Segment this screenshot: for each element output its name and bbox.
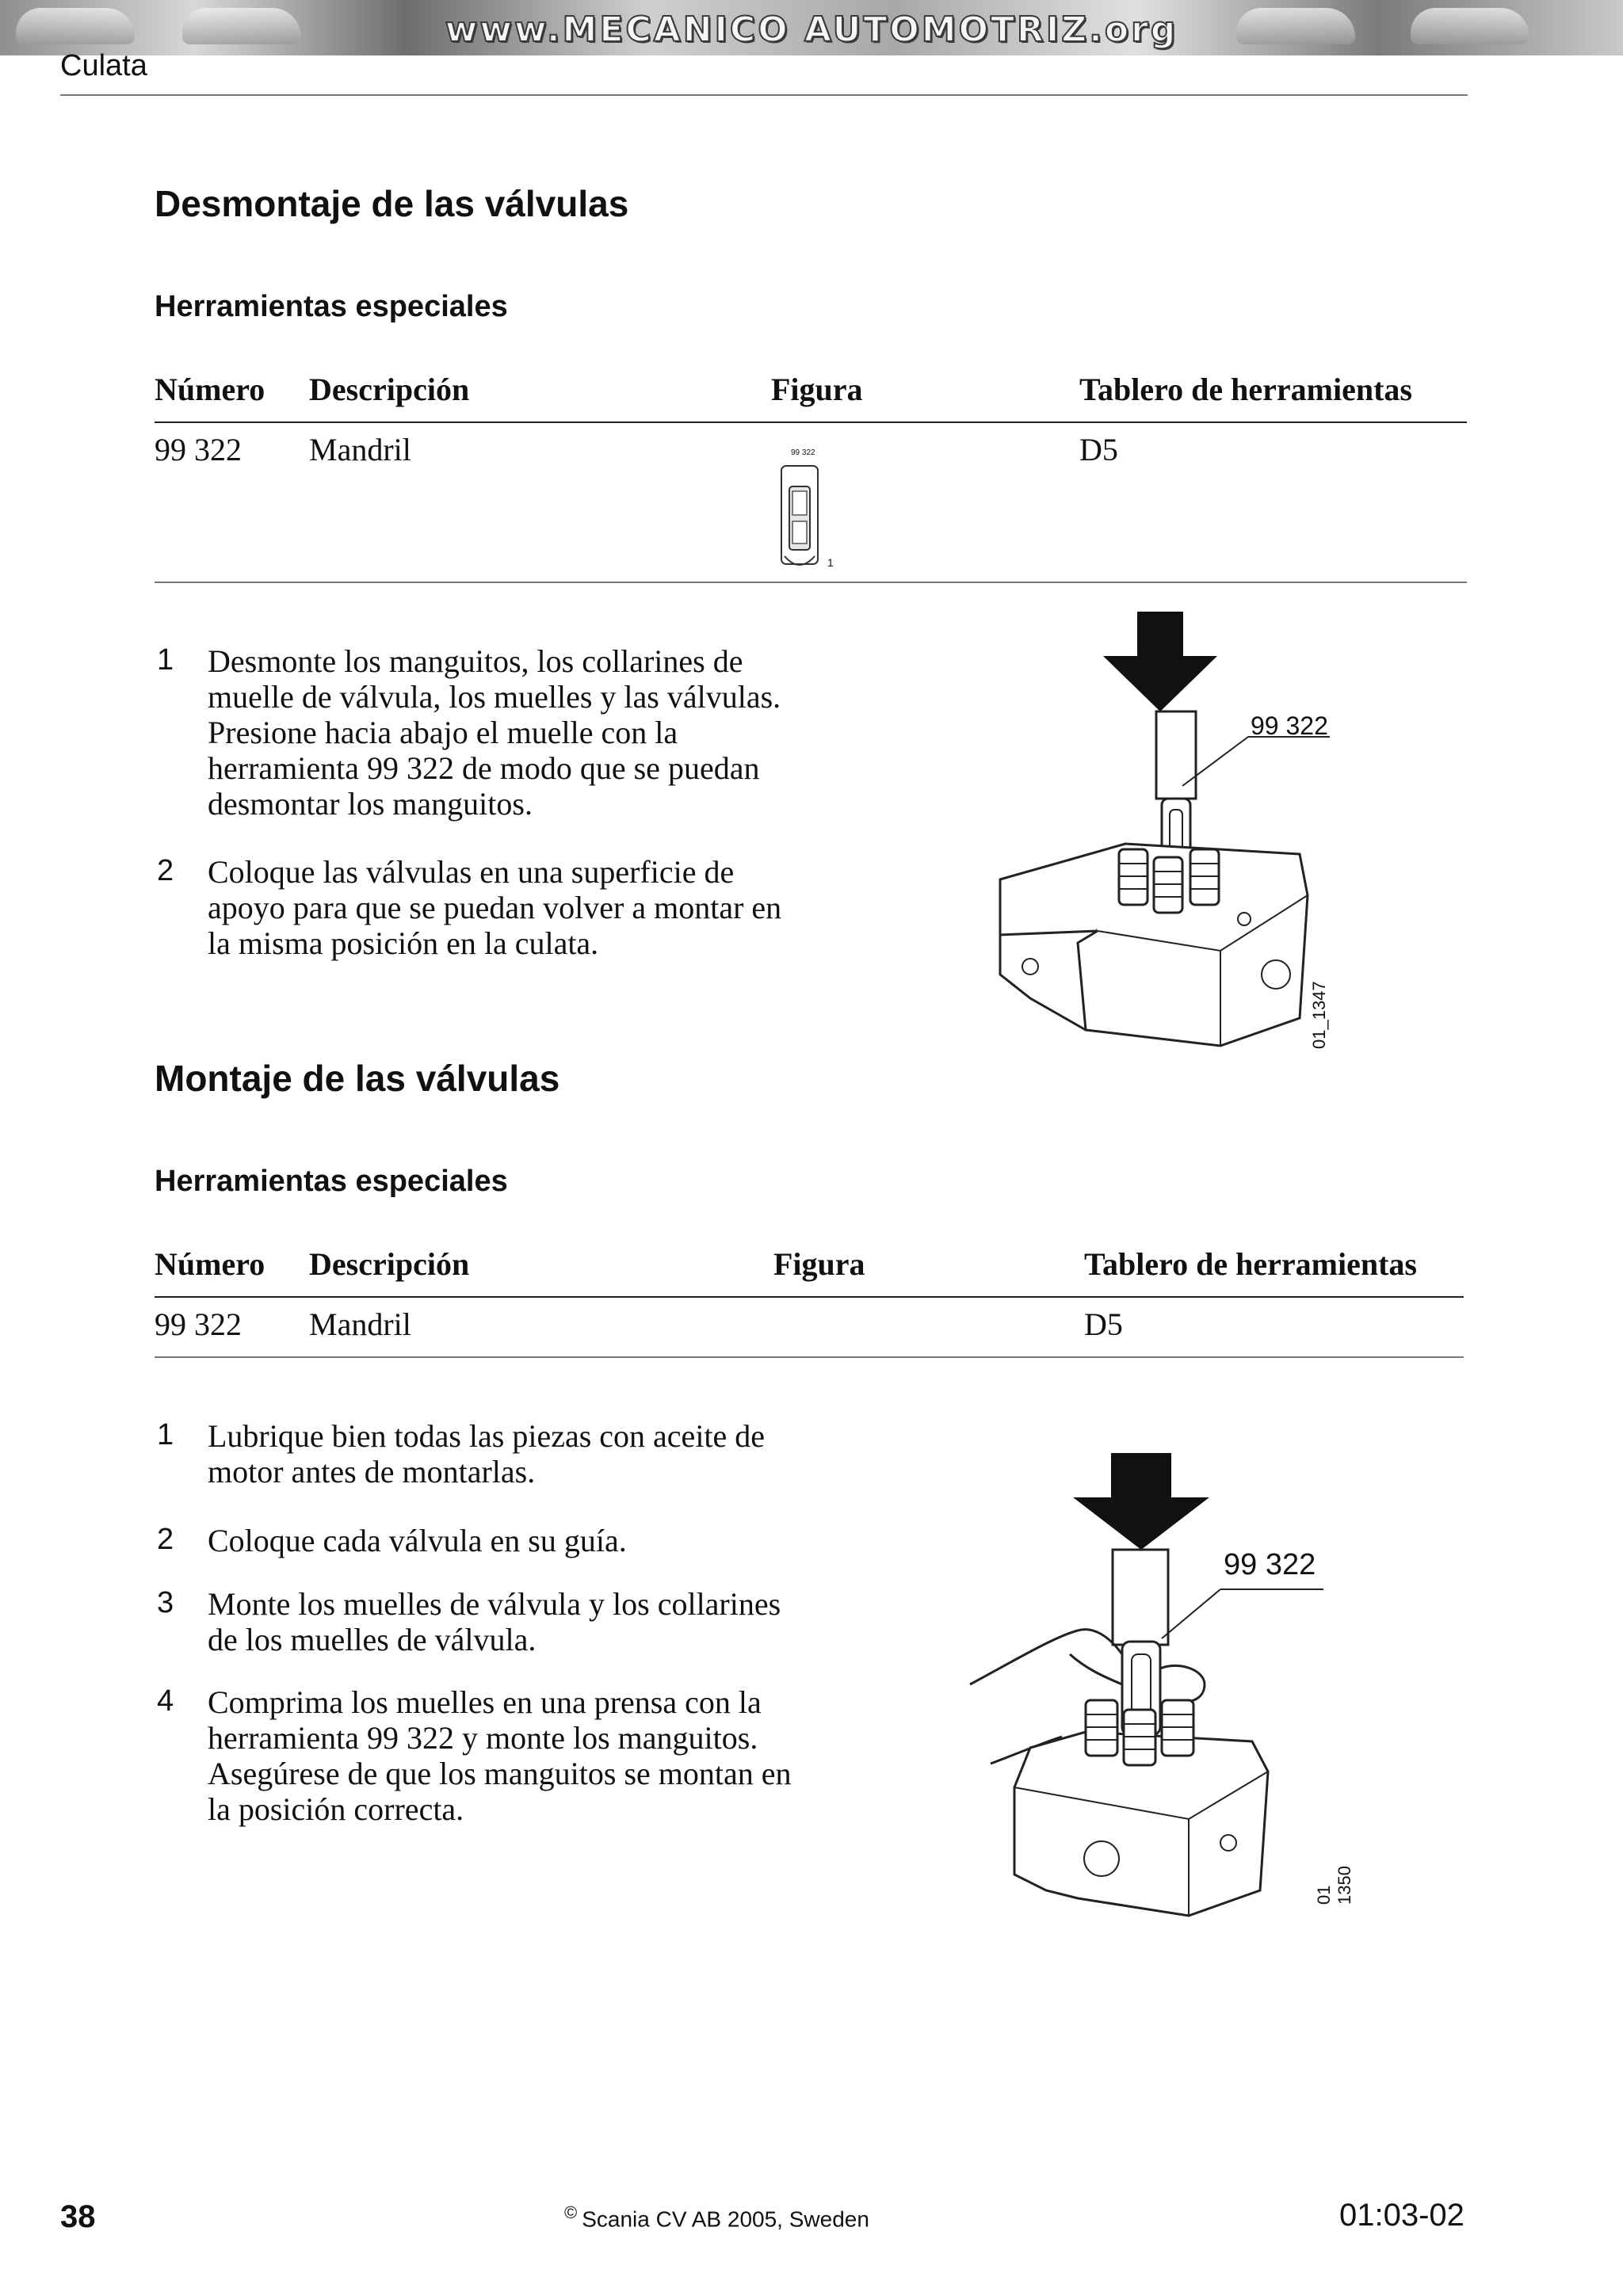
table-header-description: Descripción: [309, 372, 470, 407]
mandrel-icon: [777, 463, 840, 589]
step-number: 3: [157, 1586, 174, 1619]
table-header-board: Tablero de herramientas: [1084, 1246, 1417, 1282]
table-header-description: Descripción: [309, 1246, 470, 1282]
copyright: [564, 2203, 869, 2232]
table-cell-description: Mandril: [309, 1306, 411, 1342]
table-header-figure: Figura: [773, 1246, 865, 1282]
step-number: 2: [157, 854, 174, 887]
table-cell-number: 99 322: [155, 1306, 242, 1342]
step-number: 1: [157, 1418, 174, 1451]
document-code: 01:03-02: [1339, 2198, 1465, 2233]
step-text: Monte los muelles de válvula y los collarines de los muelles de válvula.: [208, 1586, 781, 1657]
figure-code: 01_1347: [1309, 981, 1329, 1049]
header-divider: [60, 94, 1468, 96]
valve-assembly-illustration: [967, 1447, 1354, 1922]
table-header-rule: [155, 421, 1467, 423]
cylinder-head-diagram: [983, 602, 1347, 1062]
step-number: 2: [157, 1523, 174, 1556]
step-text: Coloque las válvulas en una superficie de apoyo para que se puedan volver a montar en la misma posición en la culata.: [208, 854, 782, 961]
table-header-board: Tablero de herramientas: [1079, 372, 1412, 407]
section-title: Montaje de las válvulas: [155, 1058, 560, 1099]
section-subtitle: Herramientas especiales: [155, 290, 508, 323]
site-banner: [0, 0, 1623, 55]
step-text: Coloque cada válvula en su guía.: [208, 1523, 627, 1558]
press-arrow-icon: [1103, 612, 1217, 711]
figure-tool-label: 99 322: [1224, 1548, 1316, 1581]
step-number: 4: [157, 1684, 174, 1718]
table-header-rule: [155, 1296, 1464, 1298]
table-cell-number: 99 322: [155, 432, 242, 467]
figure-tool-label: 99 322: [791, 448, 815, 457]
mandrel-figure: [761, 441, 856, 583]
valve-removal-illustration: [983, 602, 1347, 1062]
banner-text: www.MECANICO AUTOMOTRIZ.org: [445, 10, 1178, 50]
step-text: Desmonte los manguitos, los collarines de muelle de válvula, los muelles y las válvulas. Presione hacia abajo el muelle con la herramienta 99 322 de modo que se puedan desmontar los manguitos.: [208, 643, 781, 822]
step-text: Lubrique bien todas las piezas con aceite de motor antes de montarlas.: [208, 1418, 766, 1489]
figure-tool-label: 99 322: [1251, 711, 1328, 740]
running-title: Culata: [60, 49, 147, 82]
table-bottom-rule: [155, 1356, 1464, 1358]
table-header-figure: Figura: [771, 372, 863, 407]
table-cell-board: D5: [1084, 1306, 1123, 1342]
table-cell-description: Mandril: [309, 432, 411, 467]
table-header-number: Número: [155, 372, 265, 407]
page-number: 38: [60, 2199, 96, 2234]
figure-index: 1: [827, 556, 834, 569]
table-header-number: Número: [155, 1246, 265, 1282]
table-cell-board: D5: [1079, 432, 1118, 467]
step-text: Comprima los muelles en una prensa con la herramienta 99 322 y monte los manguitos. Asegúrese de que los manguitos se montan en la posición correcta.: [208, 1684, 792, 1827]
copyright-text: Scania CV AB 2005, Sweden: [582, 2206, 869, 2232]
figure-code: 01 1350: [1314, 1866, 1354, 1905]
copyright-symbol: ©: [564, 2203, 578, 2222]
table-bottom-rule: [155, 582, 1467, 583]
step-number: 1: [157, 643, 174, 677]
section-title: Desmontaje de las válvulas: [155, 183, 629, 224]
section-subtitle: Herramientas especiales: [155, 1165, 508, 1198]
press-arrow-icon: [1073, 1453, 1209, 1550]
cylinder-head-diagram: [967, 1447, 1347, 1922]
